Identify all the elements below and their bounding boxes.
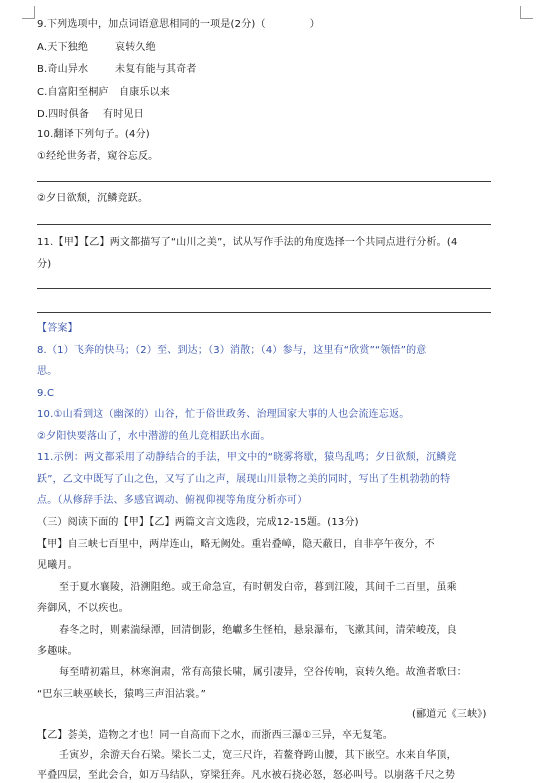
- q9-stem-close: ）: [309, 19, 320, 30]
- q9-option-c: [37, 86, 170, 100]
- jia-para3-line1: 春冬之时，则素湍绿潭，回清倒影，绝巘多生怪柏，悬泉瀑布，飞漱其间，清荣峻茂，良: [59, 625, 457, 636]
- option-text: 有时见日: [103, 109, 144, 120]
- q10-sentence-2: ②夕日欲颓，沉鳞竞跃。: [37, 193, 149, 204]
- option-text: 未复有能与其奇者: [115, 64, 197, 75]
- answer-heading: 【答案】: [37, 323, 78, 334]
- yi-line3: 平叠四层，至此会合，如万马结队，穿梁狂奔。凡水被石挠必怒，怒必叫号。以崩落千尺之势: [37, 770, 456, 781]
- q9-stem-text: 9.下列选项中，加点词语意思相同的一项是(2分)（: [37, 19, 266, 30]
- answer-line: [37, 181, 491, 182]
- answer-11-line1: 11.示例：两文都采用了动静结合的手法，甲文中的“晓雾将歇，猿鸟乱鸣；夕日欲颓，沉鳞竞: [37, 452, 457, 463]
- q10-sentence-1: ①经纶世务者，窥谷忘反。: [37, 151, 159, 162]
- answer-10-2: ②夕阳快要落山了，水中潜游的鱼儿竞相跃出水面。: [37, 431, 271, 442]
- q11-stem-line2: 分): [37, 259, 52, 270]
- q9-option-d: [37, 108, 144, 122]
- jia-para1-line2: 见曦月。: [37, 560, 78, 571]
- q11-stem-line1: 11.【甲】【乙】两文都描写了“山川之美”，试从写作手法的角度选择一个共同点进行分析。(4: [37, 237, 458, 248]
- jia-para3-line2: 多趣味。: [37, 646, 78, 657]
- page-corner-mark: [520, 6, 533, 19]
- option-label: A.天下独绝: [37, 42, 89, 53]
- option-label: B.奇山异水: [37, 64, 89, 75]
- section3-heading: （三）阅读下面的【甲】【乙】两篇文言文选段，完成12-15题。(13分): [37, 517, 359, 528]
- page-corner-mark: [22, 6, 35, 19]
- answer-line: [37, 312, 491, 313]
- option-text: 自康乐以来: [119, 87, 170, 98]
- yi-line2: 壬寅岁，余游天台石梁。梁长二丈，宽三尺许，若鳌脊跨山腰，其下嵌空。水来自华顶，: [59, 750, 457, 761]
- option-label: C.自富阳至桐庐: [37, 87, 109, 98]
- jia-para2-line2: 奔御风，不以疾也。: [37, 603, 129, 614]
- q10-stem: 10.翻译下列句子。(4分): [37, 129, 150, 140]
- answer-11-line2: 跃”，乙文中既写了山之色，又写了山之声，展现山川景物之美的同时，写出了生机勃勃的特: [37, 474, 451, 485]
- q9-option-b: [37, 63, 197, 77]
- answer-line: [37, 224, 491, 225]
- jia-para1-line1: 【甲】自三峡七百里中，两岸连山，略无阙处。重岩叠嶂，隐天蔽日，自非亭午夜分，不: [37, 539, 435, 550]
- option-label: D.四时俱备: [37, 109, 90, 120]
- yi-line1: 【乙】荟美，造物之才也！同一自高而下之水，而浙西三瀑①三异，卒无复笔。: [37, 730, 393, 741]
- jia-para4-line2: “巴东三峡巫峡长，猿鸣三声泪沾裳。”: [37, 689, 206, 700]
- answer-8-line1: 8.（1）飞奔的快马；（2）至、到达；（3）消散；（4）参与，这里有“欣赏”“领悟”的意: [37, 345, 427, 356]
- jia-para4-line1: 每至晴初霜旦，林寒涧肃，常有高猿长啸，属引凄异，空谷传响，哀转久绝。故渔者歌曰：: [59, 667, 467, 678]
- answer-10-1: 10.①山看到这（幽深的）山谷，忙于俗世政务、治理国家大事的人也会流连忘返。: [37, 409, 410, 420]
- answer-line: [37, 288, 491, 289]
- answer-9: 9.C: [37, 388, 55, 399]
- answer-11-line3: 点。（从修辞手法、多感官调动、俯视仰视等角度分析亦可）: [37, 495, 308, 506]
- q9-option-a: [37, 41, 156, 55]
- jia-para2-line1: 至于夏水襄陵，沿溯阻绝。或王命急宣，有时朝发白帝，暮到江陵，其间千二百里，虽乘: [59, 582, 457, 593]
- jia-source: (郦道元《三峡》): [412, 709, 487, 720]
- option-text: 哀转久绝: [115, 42, 156, 53]
- answer-8-line2: 思。: [37, 366, 58, 377]
- q9-stem: [37, 18, 320, 32]
